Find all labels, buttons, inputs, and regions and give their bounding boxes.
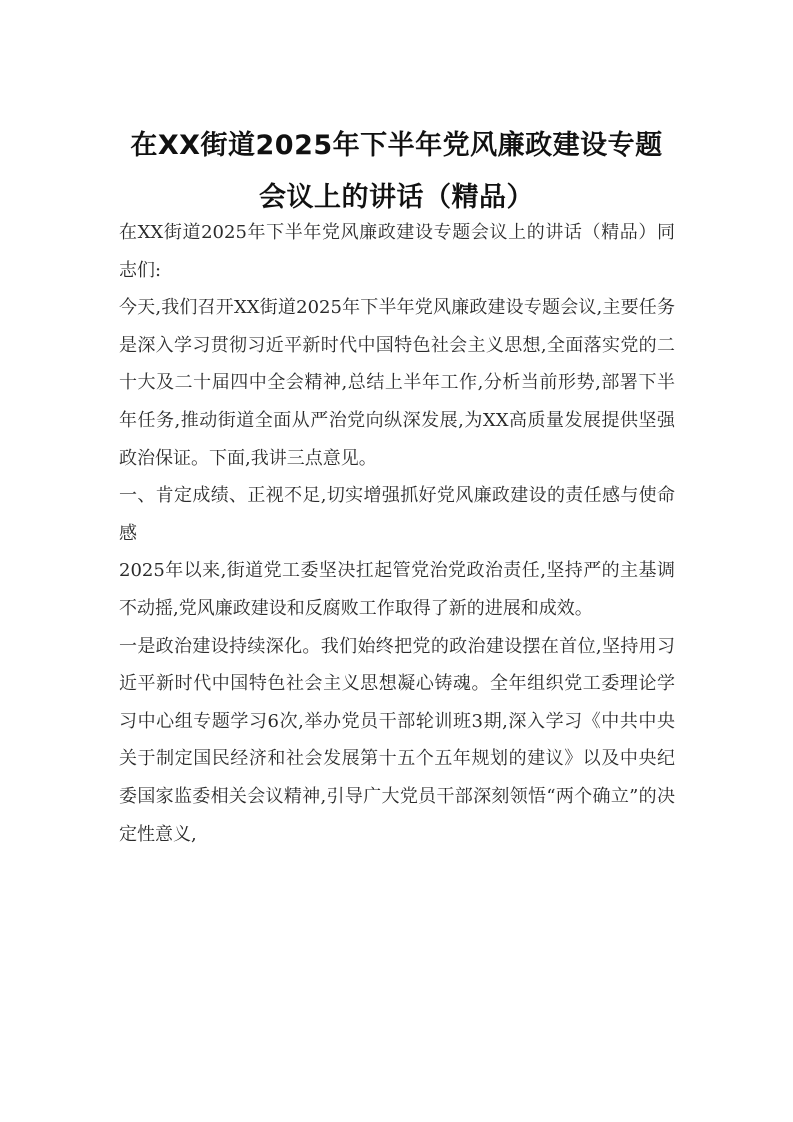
document-title	[100, 120, 693, 224]
title-line-2: 会议上的讲话（精品）	[259, 182, 534, 213]
paragraph-political-building: 一是政治建设持续深化。我们始终把党的政治建设摆在首位,坚持用习近平新时代中国特色社会主义思想凝心铸魂。全年组织党工委理论学习中心组专题学习6次,举办党员干部轮训班3期,深入学习《中共中央关于制定国民经济和社会发展第十五个五年规划的建议》以及中央纪委国家监委相关会议精神,引导广大党员干部深刻领悟“两个确立”的决定性意义,	[119, 635, 675, 845]
paragraph-achievements: 2025年以来,街道党工委坚决扛起管党治党政治责任,坚持严的主基调不动摇,党风廉政建设和反腐败工作取得了新的进展和成效。	[119, 560, 675, 619]
paragraph-intro: 在XX街道2025年下半年党风廉政建设专题会议上的讲话（精品）同志们:	[119, 222, 675, 281]
document-body	[119, 214, 675, 853]
title-line-1: 在XX街道2025年下半年党风廉政建设专题	[130, 130, 663, 161]
paragraph-opening: 今天,我们召开XX街道2025年下半年党风廉政建设专题会议,主要任务是深入学习贯彻习近平新时代中国特色社会主义思想,全面落实党的二十大及二十届四中全会精神,总结上半年工作,分析当前形势,部署下半年任务,推动街道全面从严治党向纵深发展,为XX高质量发展提供坚强政治保证。下面,我讲三点意见。	[119, 297, 675, 469]
section-heading-1: 一、肯定成绩、正视不足,切实增强抓好党风廉政建设的责任感与使命感	[119, 485, 675, 544]
